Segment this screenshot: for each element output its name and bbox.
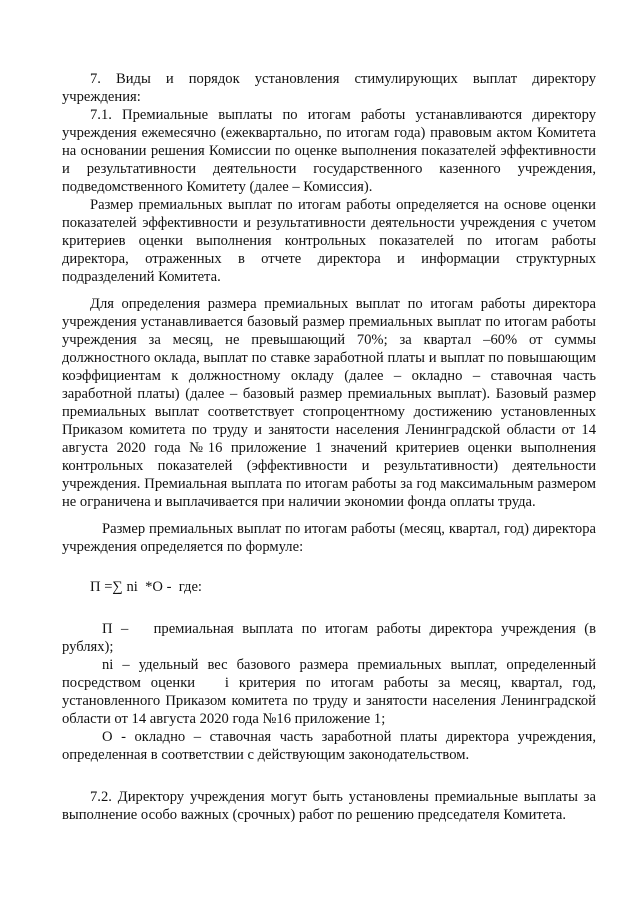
paragraph-premium-size: Размер премиальных выплат по итогам работы определяется на основе оценки показателей эффективности и результативности деятельности учреждения с учетом критериев оценки выполнения контрольных показателей по итогам работы директора, отраженных в отчете директора и информации структурных подразделений Комитета.	[62, 197, 596, 285]
paragraph-7-1: 7.1. Премиальные выплаты по итогам работы устанавливаются директору учреждения ежемесячно (ежеквартально, по итогам года) правовым актом Комитета на основании решения Комиссии по оценке выполнения показателей эффективности и результативности деятельности государственного казенного учреждения, подведомственного Комитету (далее – Комиссия).	[62, 107, 596, 195]
paragraph-7-2: 7.2. Директору учреждения могут быть установлены премиальные выплаты за выполнение особо важных (срочных) работ по решению председателя Комитета.	[62, 789, 596, 823]
document-page	[62, 70, 600, 824]
paragraph-formula-intro: Размер премиальных выплат по итогам работы (месяц, квартал, год) директора учреждения определяется по формуле:	[62, 521, 596, 555]
definition-o: О - окладно – ставочная часть заработной платы директора учреждения, определенная в соответствии с действующим законодательством.	[62, 729, 596, 763]
formula: П =∑ ni *О - где:	[90, 579, 202, 595]
definition-ni: ni – удельный вес базового размера премиальных выплат, определенный посредством оценки i критерия по итогам работы за месяц, квартал, год, установленного Приказом комитета по труду и занятости населения Ленинградской области от 14 августа 2020 года №16 приложение 1;	[62, 657, 600, 727]
paragraph-base-size: Для определения размера премиальных выплат по итогам работы директора учреждения устанавливается базовый размер премиальных выплат по итогам работы учреждения за месяц, не превышающий 70%; за квартал –60% от суммы должностного оклада, выплат по ставке заработной платы и выплат по повышающим коэффициентам к должностному окладу (далее – окладно – ставочная часть заработной платы) (далее – базовый размер премиальных выплат). Базовый размер премиальных выплат соответствует стопроцентному достижению установленных Приказом комитета по труду и занятости населения Ленинградской области от 14 августа 2020 года №16 приложение 1 значений критериев оценки выполнения контрольных показателей (эффективности и результативности) деятельности учреждения. Премиальная выплата по итогам работы за год максимальным размером не ограничена и выплачивается при наличии экономии фонда оплаты труда.	[62, 296, 596, 510]
definition-p: П – премиальная выплата по итогам работы директора учреждения (в рублях);	[62, 621, 600, 655]
section-heading: 7. Виды и порядок установления стимулирующих выплат директору учреждения:	[62, 71, 596, 105]
